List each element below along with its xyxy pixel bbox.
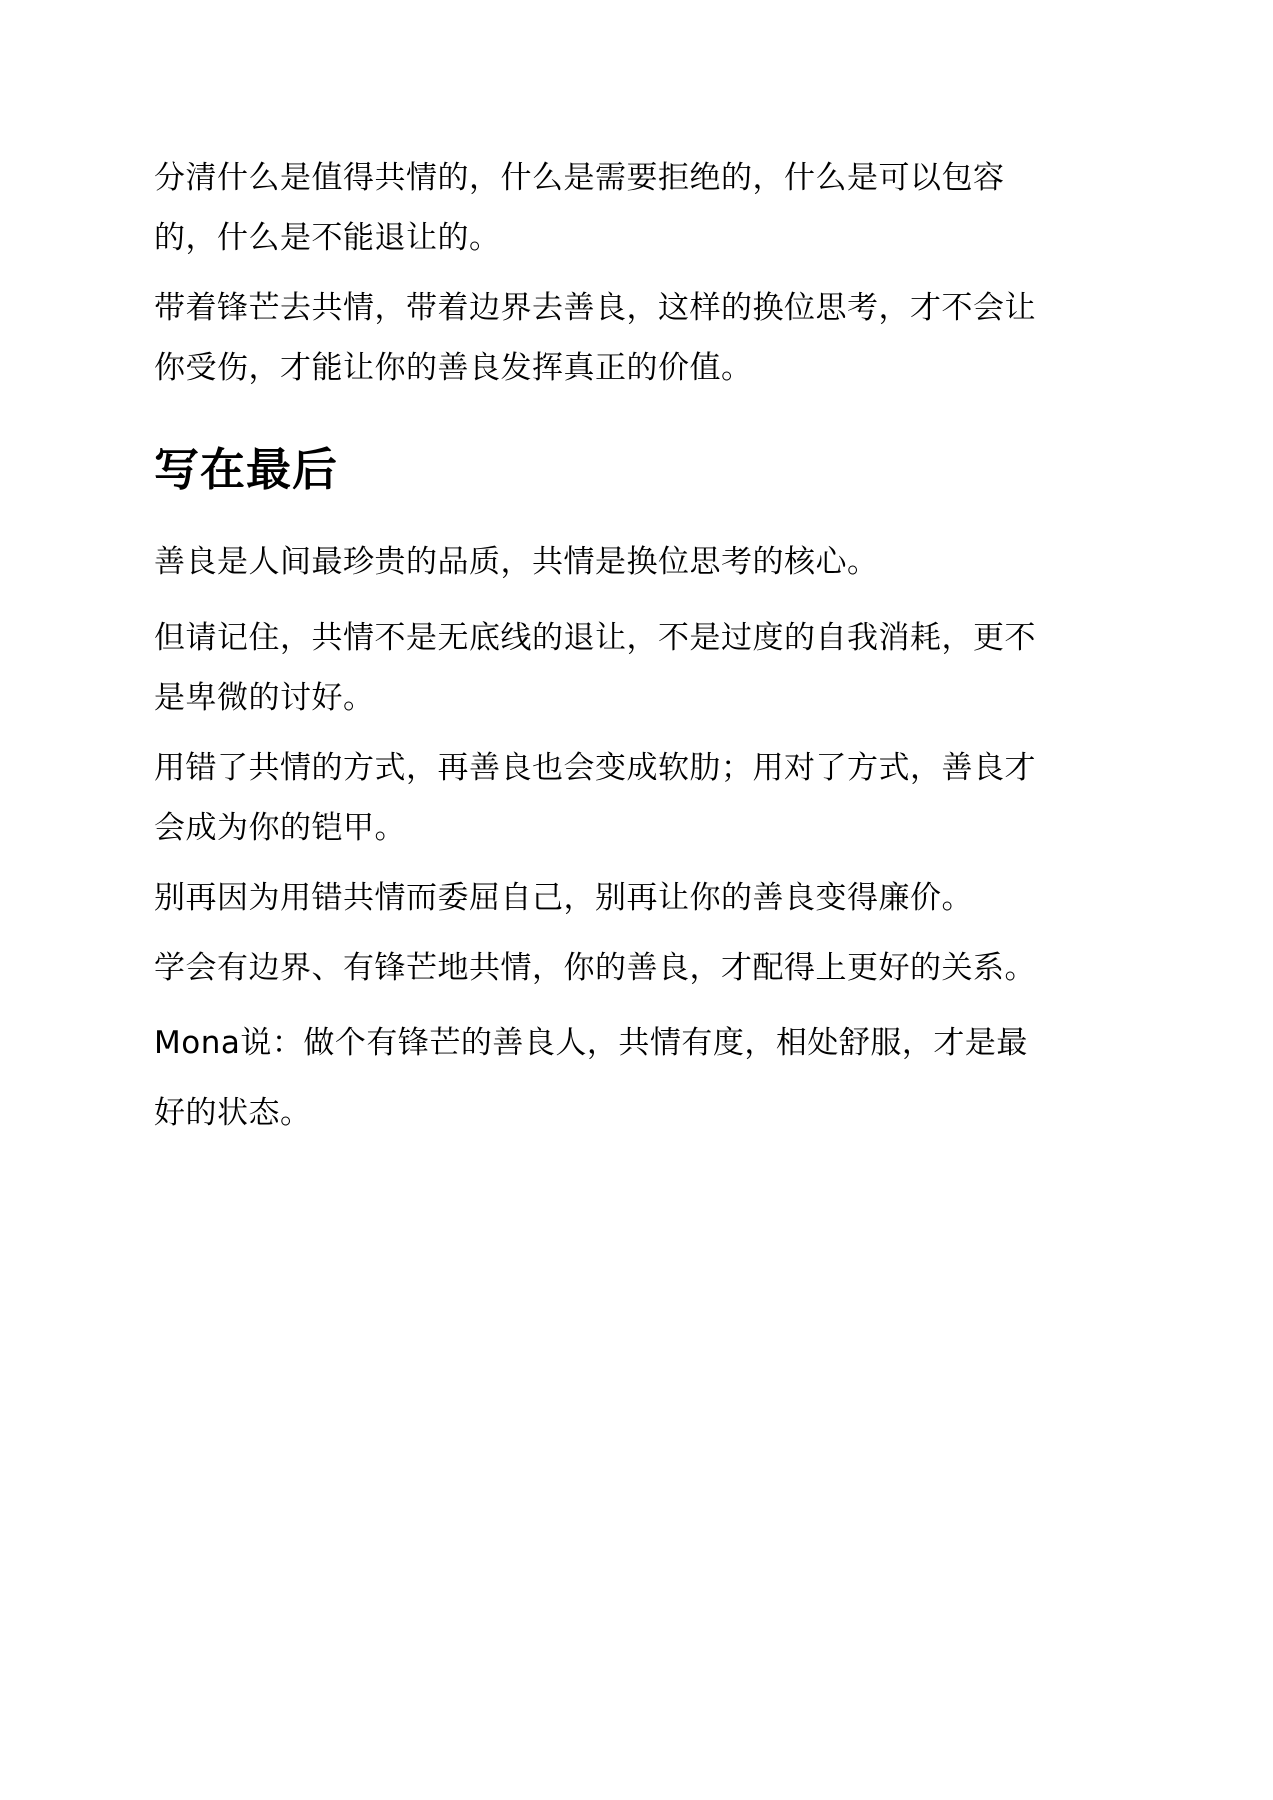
paragraph-remember xyxy=(154,608,1134,728)
text-line: 你受伤，才能让你的善良发挥真正的价值。 xyxy=(154,350,753,386)
paragraph-armor xyxy=(154,738,1134,858)
text-line: 善良是人间最珍贵的品质，共情是换位思考的核心。 xyxy=(154,544,879,580)
text-line: 学会有边界、有锋芒地共情，你的善良，才配得上更好的关系。 xyxy=(154,950,1036,986)
paragraph-no-more-grievance xyxy=(154,868,1134,928)
text-line: 分清什么是值得共情的，什么是需要拒绝的，什么是可以包容 xyxy=(154,160,1005,196)
paragraph-boundaries xyxy=(154,148,1134,268)
paragraph-better-relationship xyxy=(154,938,1134,998)
section-heading: 写在最后 xyxy=(154,443,339,496)
text-line: 带着锋芒去共情，带着边界去善良，这样的换位思考，才不会让 xyxy=(154,290,1036,326)
text-line: 的，什么是不能退让的。 xyxy=(154,220,501,256)
text-line: 别再因为用错共情而委屈自己，别再让你的善良变得廉价。 xyxy=(154,880,973,916)
text-line: Mona说：做个有锋芒的善良人，共情有度，相处舒服，才是最 xyxy=(154,1025,1028,1061)
text-line: 用错了共情的方式，再善良也会变成软肋；用对了方式，善良才 xyxy=(154,750,1036,786)
text-line: 是卑微的讨好。 xyxy=(154,680,375,716)
paragraph-empathy-with-edge xyxy=(154,278,1134,398)
text-line: 好的状态。 xyxy=(154,1095,312,1131)
paragraph-mona-says xyxy=(154,1008,1134,1148)
text-line: 会成为你的铠甲。 xyxy=(154,810,406,846)
paragraph-kindness-quality xyxy=(154,532,1134,592)
text-line: 但请记住，共情不是无底线的退让，不是过度的自我消耗，更不 xyxy=(154,620,1036,656)
